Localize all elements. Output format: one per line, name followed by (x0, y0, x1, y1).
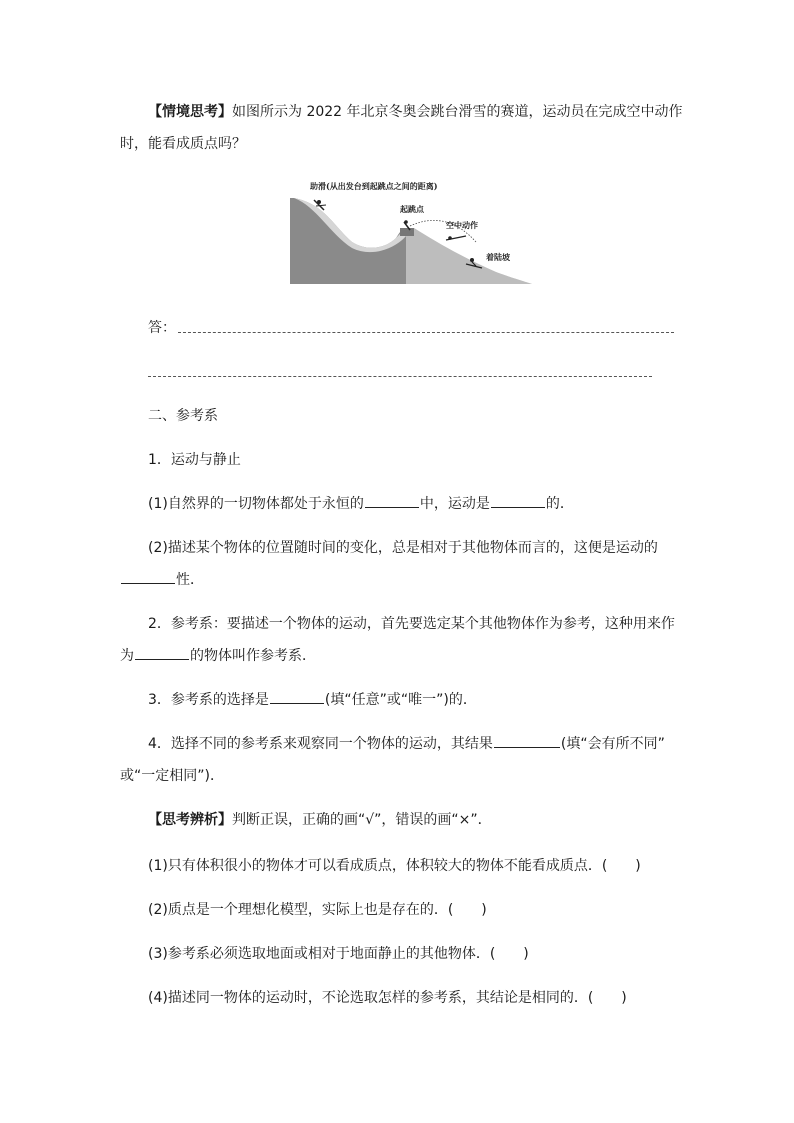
section-title: 二、参考系 (148, 408, 218, 424)
blank[interactable] (121, 570, 175, 584)
item3: 3．参考系的选择是 (填“任意”或“唯一”)的． (148, 692, 477, 708)
judgment-2: (2)质点是一个理想化模型，实际上也是存在的．( ) (148, 902, 487, 918)
label-top: 助滑(从出发台到起跳点之间的距离) (310, 181, 438, 191)
item1-p2-line2: 性． (120, 570, 204, 590)
blank[interactable] (270, 690, 324, 704)
blank[interactable] (491, 494, 545, 508)
item4-line1: 4．选择不同的参考系来观察同一个物体的运动，其结果 (填“会有所不同” (148, 736, 665, 752)
label-landing: 着陆坡 (486, 252, 510, 262)
answer-label: 答： (148, 320, 176, 336)
item1-title: 1．运动与静止 (148, 452, 241, 468)
label-takeoff: 起跳点 (400, 204, 424, 214)
intro-text-1: 如图所示为 2022 年北京冬奥会跳台滑雪的赛道，运动员在完成空中动作 (232, 104, 683, 120)
item1-p2-line1: (2)描述某个物体的位置随时间的变化，总是相对于其他物体而言的，这便是运动的 (148, 540, 658, 556)
item2-line2: 为 的物体叫作参考系． (120, 648, 316, 664)
intro-line-2: 时，能看成质点吗？ (120, 136, 246, 152)
judgment-1: (1)只有体积很小的物体才可以看成质点，体积较大的物体不能看成质点．( ) (148, 858, 641, 874)
judgment-4: (4)描述同一物体的运动时，不论选取怎样的参考系，其结论是相同的．( ) (148, 990, 627, 1006)
judgment-3: (3)参考系必须选取地面或相对于地面静止的其他物体．( ) (148, 946, 529, 962)
landing-slope (406, 228, 532, 284)
answer-line-1 (178, 332, 674, 333)
blank[interactable] (365, 494, 419, 508)
item2-line1: 2．参考系：要描述一个物体的运动，首先要选定某个其他物体作为参考，这种用来作 (148, 616, 675, 632)
intro-line-1 (148, 102, 683, 122)
skier-air-icon (446, 236, 466, 240)
think-tag: 【思考辨析】 (148, 812, 232, 828)
item4-line2: 或“一定相同”)． (120, 768, 224, 784)
blank[interactable] (494, 734, 560, 748)
answer-line-2 (148, 376, 652, 377)
item1-p1: (1)自然界的一切物体都处于永恒的 中，运动是 的． (148, 496, 574, 512)
blank[interactable] (135, 646, 189, 660)
intro-tag: 【情境思考】 (148, 104, 232, 120)
ski-jump-figure (286, 176, 536, 288)
takeoff-table (400, 228, 414, 236)
think-heading: 【思考辨析】判断正误，正确的画“√”，错误的画“×”． (148, 812, 492, 828)
label-air: 空中动作 (446, 220, 478, 230)
